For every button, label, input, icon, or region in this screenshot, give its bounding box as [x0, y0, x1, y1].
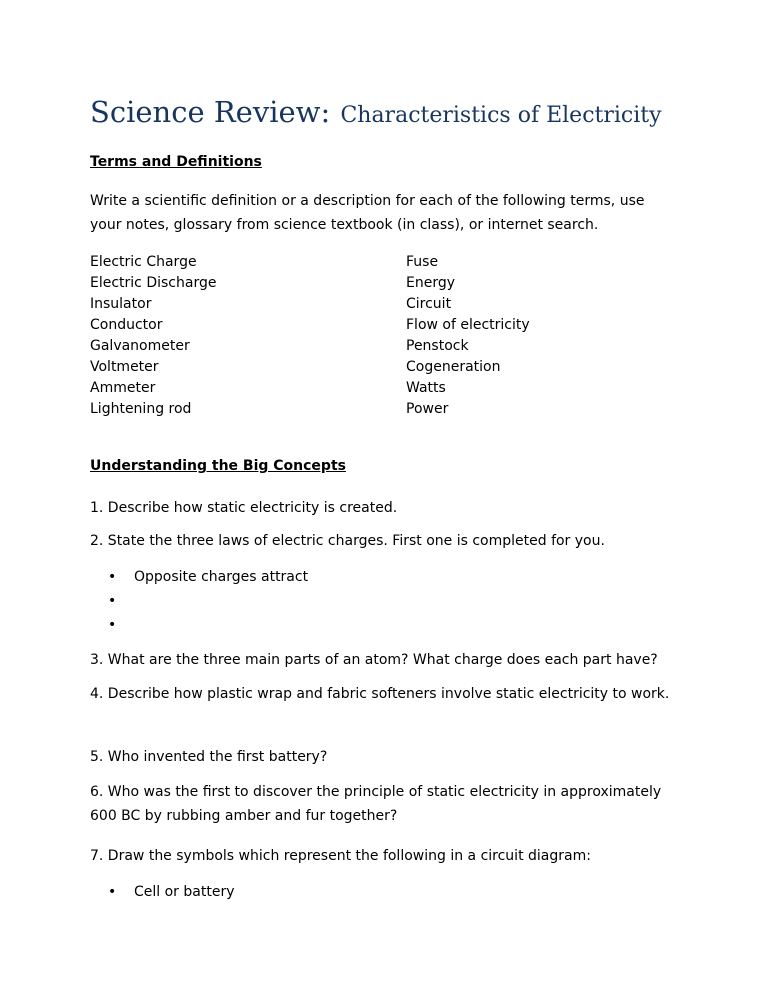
- term-item: Lightening rod: [90, 401, 192, 417]
- terms-heading: Terms and Definitions: [90, 154, 262, 170]
- question-2-bullets: [108, 565, 308, 637]
- question-2: 2. State the three laws of electric charges. First one is completed for you.: [90, 533, 605, 549]
- page-title: [90, 92, 662, 130]
- bullet-dot: •: [108, 593, 117, 609]
- term-item: Electric Charge: [90, 254, 197, 270]
- bullet-text: Cell or battery: [134, 884, 235, 900]
- bullet-text: Opposite charges attract: [134, 569, 309, 585]
- question-4: 4. Describe how plastic wrap and fabric softeners involve static electricity to work.: [90, 686, 670, 702]
- bullet-item: [108, 565, 308, 589]
- bullet-item: [108, 880, 235, 904]
- term-item: Fuse: [406, 254, 439, 270]
- question-7: 7. Draw the symbols which represent the following in a circuit diagram:: [90, 848, 591, 864]
- term-item: Cogeneration: [406, 359, 501, 375]
- term-item: Flow of electricity: [406, 317, 530, 333]
- bullet-dot: •: [108, 569, 117, 585]
- question-1: 1. Describe how static electricity is created.: [90, 500, 398, 516]
- bullet-item: [108, 589, 308, 613]
- question-5: 5. Who invented the first battery?: [90, 749, 328, 765]
- concepts-heading: Understanding the Big Concepts: [90, 458, 346, 474]
- term-item: Conductor: [90, 317, 163, 333]
- terms-instructions: Write a scientific definition or a description for each of the following terms, use your notes, glossary from science textbook (in class), or internet search.: [90, 193, 645, 233]
- terms-list-left: [90, 252, 216, 420]
- term-item: Circuit: [406, 296, 452, 312]
- term-item: Voltmeter: [90, 359, 159, 375]
- term-item: Penstock: [406, 338, 469, 354]
- title-sub: Characteristics of Electricity: [340, 103, 662, 128]
- bullet-item: [108, 613, 308, 637]
- terms-list-right: [406, 252, 530, 420]
- term-item: Ammeter: [90, 380, 156, 396]
- term-item: Insulator: [90, 296, 152, 312]
- bullet-dot: •: [108, 884, 117, 900]
- term-item: Power: [406, 401, 449, 417]
- term-item: Galvanometer: [90, 338, 190, 354]
- question-3: 3. What are the three main parts of an atom? What charge does each part have?: [90, 652, 658, 668]
- term-item: Energy: [406, 275, 456, 291]
- question-6: 6. Who was the first to discover the principle of static electricity in approximately 600 BC by rubbing amber and fur together?: [90, 784, 662, 824]
- title-main: Science Review:: [90, 95, 331, 129]
- question-7-bullets: [108, 880, 235, 904]
- term-item: Watts: [406, 380, 446, 396]
- bullet-dot: •: [108, 617, 117, 633]
- term-item: Electric Discharge: [90, 275, 217, 291]
